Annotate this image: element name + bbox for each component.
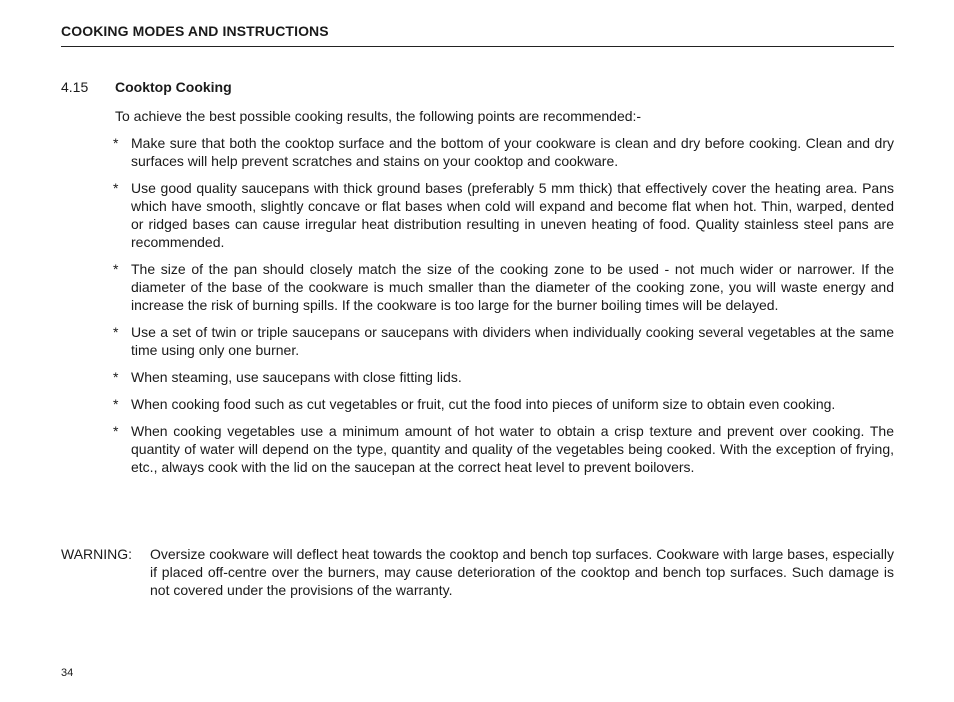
- bullet-marker: *: [113, 396, 119, 412]
- list-item: [113, 179, 894, 251]
- header-divider: [61, 46, 894, 47]
- warning-text: Oversize cookware will deflect heat towards the cooktop and bench top surfaces. Cookware with large bases, especially if placed off-centre over the burners, may cause deterioration of the cooktop and bench top surfaces. Such damage is not covered under the provisions of the warranty.: [150, 546, 894, 598]
- warning-label: WARNING:: [61, 546, 133, 562]
- section-intro: To achieve the best possible cooking results, the following points are recommended:-: [115, 108, 642, 124]
- bullet-marker: *: [113, 261, 119, 277]
- list-item-text: Make sure that both the cooktop surface and the bottom of your cookware is clean and dry before cooking. Clean and dry surfaces will help prevent scratches and stains on your cooktop and cookware.: [131, 135, 894, 169]
- list-item: [113, 260, 894, 314]
- list-item: [113, 368, 894, 386]
- recommendations-list: [113, 134, 894, 485]
- bullet-marker: *: [113, 423, 119, 439]
- list-item: [113, 395, 894, 413]
- bullet-marker: *: [113, 369, 119, 385]
- page-number: 34: [61, 667, 74, 679]
- list-item: [113, 422, 894, 476]
- section-title: Cooktop Cooking: [115, 79, 232, 95]
- list-item: [113, 323, 894, 359]
- list-item-text: Use a set of twin or triple saucepans or saucepans with dividers when individually cooking several vegetables at the same time using only one burner.: [131, 324, 894, 358]
- bullet-marker: *: [113, 324, 119, 340]
- section-number: 4.15: [61, 79, 89, 95]
- warning-block: [61, 545, 894, 599]
- page-header-title: COOKING MODES AND INSTRUCTIONS: [61, 23, 329, 39]
- list-item-text: The size of the pan should closely match the size of the cooking zone to be used - not much wider or narrower. If the diameter of the base of the cookware is much smaller than the diameter of the cooking zone, you will waste energy and increase the risk of burning spills. If the cookware is too large for the burner boiling times will be delayed.: [131, 261, 894, 313]
- list-item-text: When steaming, use saucepans with close fitting lids.: [131, 369, 462, 385]
- list-item-text: Use good quality saucepans with thick ground bases (preferably 5 mm thick) that effectively cover the heating area. Pans which have smooth, slightly concave or flat bases when cold will expand and become flat when hot. Thin, warped, dented or ridged bases can cause irregular heat distribution resulting in uneven heating of food. Quality stainless steel pans are recommended.: [131, 180, 894, 250]
- bullet-marker: *: [113, 135, 119, 151]
- list-item: [113, 134, 894, 170]
- list-item-text: When cooking food such as cut vegetables or fruit, cut the food into pieces of uniform size to obtain even cooking.: [131, 396, 836, 412]
- list-item-text: When cooking vegetables use a minimum amount of hot water to obtain a crisp texture and prevent over cooking. The quantity of water will depend on the type, quantity and quality of the vegetables being cooked. With the exception of frying, etc., always cook with the lid on the saucepan at the correct heat level to prevent boilovers.: [131, 423, 894, 475]
- bullet-marker: *: [113, 180, 119, 196]
